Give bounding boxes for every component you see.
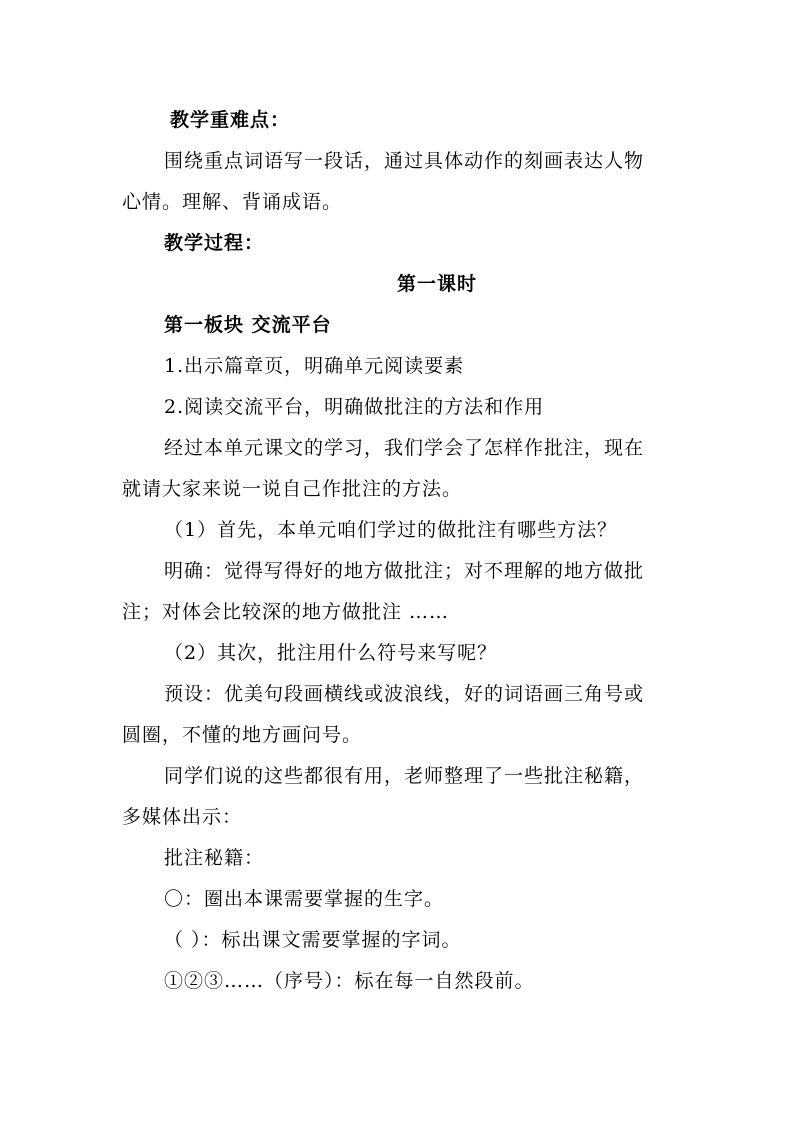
heading-section-one: 第一板块 交流平台 (164, 314, 332, 336)
paragraph-line: 围绕重点词语写一段话，通过具体动作的刻画表达人物 (164, 150, 645, 172)
paragraph-line: 经过本单元课文的学习，我们学会了怎样作批注，现在 (164, 437, 645, 459)
heading-first-lesson: 第一课时 (396, 273, 477, 295)
paragraph-line: 多媒体出示： (122, 806, 243, 828)
list-item: 2.阅读交流平台，明确做批注的方法和作用 (164, 396, 545, 418)
paragraph-line: 圆圈，不懂的地方画问号。 (122, 724, 363, 746)
paragraph-line: 预设：优美句段画横线或波浪线，好的词语画三角号或 (164, 683, 645, 705)
list-item: 1.出示篇章页，明确单元阅读要素 (164, 355, 465, 377)
question-line: （2）其次，批注用什么符号来写呢？ (164, 642, 498, 664)
paragraph-line: 批注秘籍： (164, 847, 265, 869)
paragraph-line: 就请大家来说一说自己作批注的方法。 (122, 478, 463, 500)
heading-teaching-difficulties: 教学重难点： (170, 109, 291, 131)
list-item: 〇：圈出本课需要掌握的生字。 (164, 888, 445, 910)
heading-teaching-process: 教学过程： (164, 232, 265, 254)
question-line: （1）首先，本单元咱们学过的做批注有哪些方法？ (164, 519, 618, 541)
list-item: （ ）：标出课文需要掌握的字词。 (164, 929, 462, 951)
paragraph-line: 明确：觉得写得好的地方做批注；对不理解的地方做批 (164, 560, 645, 582)
list-item: ①②③……（序号）：标在每一自然段前。 (164, 970, 535, 992)
paragraph-line: 同学们说的这些都很有用，老师整理了一些批注秘籍， (164, 765, 645, 787)
paragraph-line: 心情。理解、背诵成语。 (122, 191, 343, 213)
paragraph-line: 注；对体会比较深的地方做批注 …… (122, 601, 450, 623)
